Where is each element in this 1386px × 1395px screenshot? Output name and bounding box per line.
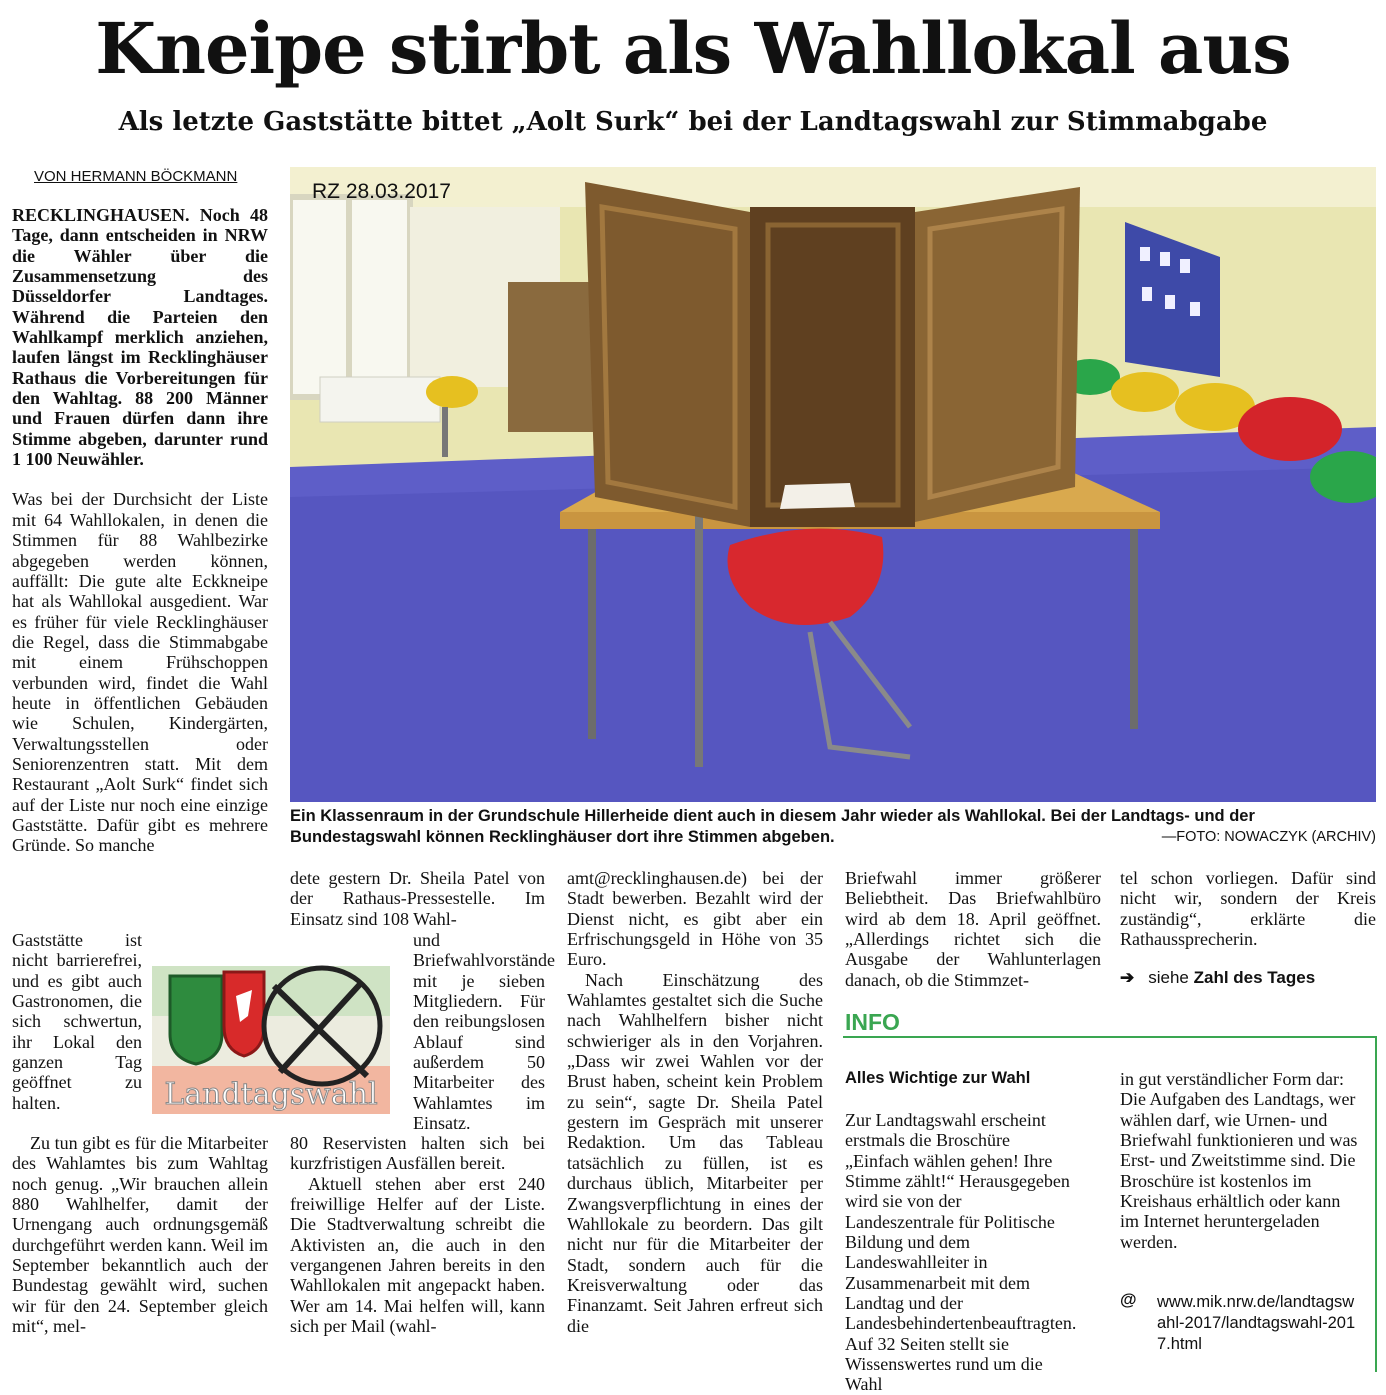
date-stamp: RZ 28.03.2017 (312, 180, 451, 203)
paragraph: und Briefwahlvorstände mit je sieben Mitgliedern. Für den reibungslosen Ablauf sind außerdem 50 Mitarbeiter des Wahlamtes im Einsatz. (413, 930, 555, 1134)
info-title: INFO (845, 1009, 900, 1035)
info-subtitle: Alles Wichtige zur Wahl (845, 1069, 1031, 1087)
subheadline: Als letzte Gaststätte bittet „Aolt Surk“ bei der Landtagswahl zur Stimmabgabe (118, 107, 1268, 137)
column-1-narrow (12, 930, 142, 1113)
logo-label: Landtagswahl (164, 1077, 378, 1112)
column-2-bottom (290, 1133, 545, 1336)
column-3 (567, 868, 823, 1336)
paragraph: dete gestern Dr. Sheila Patel von der Rathaus-Pressestelle. Im Einsatz sind 108 Wahl- (290, 868, 545, 929)
info-border (1375, 1036, 1377, 1372)
landtagswahl-logo (152, 946, 390, 1114)
photo-polling-booth (290, 167, 1376, 802)
column-1-top (12, 205, 268, 856)
paragraph: 80 Reservisten halten sich bei kurzfristigen Ausfällen bereit. (290, 1133, 545, 1174)
paragraph: Gaststätte ist nicht barrierefrei, und es gibt auch Gastronomen, die sich schwertun, ihr Lokal den ganzen Tag geöffnet zu halten. (12, 930, 142, 1113)
paragraph: tel schon vorliegen. Dafür sind nicht wir, sondern der Kreis zuständig“, erklärte die Rathaussprecherin. (1120, 868, 1376, 950)
paragraph: Nach Einschätzung des Wahlamtes gestaltet sich die Suche nach Wahlhelfern bisher nicht schwieriger als in den Vorjahren. „Dass wir zwei Wahlen vor der Brust haben, scheint kein Problem zu sein“, sagte Dr. Sheila Patel gestern im Gespräch mit unserer Redaktion. Um das Tableau tatsächlich zu füllen, ist es durchaus üblich, Mitarbeiter per Zwangsverpflichtung in eines der Wahllokale zu beordern. Das gilt nicht nur für die Mitarbeiter der Stadt, sondern auch für die Kreisverwaltung oder das Finanzamt. Seit Jahren erfreut sich die (567, 969, 823, 1336)
photo-caption: Ein Klassenraum in der Grundschule Hillerheide dient auch in diesem Jahr wieder als Wahllokal. Bei der Landtags- und der Bundestagswahl können Recklinghäuser dort ihre Stimmen abgeben. (290, 807, 1255, 846)
headline: Kneipe stirbt als Wahllokal aus (95, 7, 1291, 90)
info-rule (843, 1010, 1375, 1038)
paragraph: in gut verständlicher Form dar: Die Aufgaben des Landtags, wer wählen darf, wie Urnen- und Briefwahl funktionieren und was Erst- und Zweitstimme sind. Die Broschüre ist kostenlos im Kreishaus erhältlich oder kann im Internet heruntergeladen werden. (1120, 1069, 1358, 1252)
info-column-1 (845, 1110, 1077, 1395)
paragraph: Aktuell stehen aber erst 240 freiwillige Helfer auf der Liste. Die Stadtverwaltung schreibt die Aktivisten an, die auch in den vergangenen Jahren bereits in den Wahllokalen mit angepackt haben. Wer am 14. Mai helfen will, kann sich per Mail (wahl- (290, 1173, 545, 1337)
paragraph: Was bei der Durchsicht der Liste mit 64 Wahllokalen, in denen die Stimmen für 88 Wahlbezirke abgegeben werden können, auffällt: Die gute alte Eckkneipe hat als Wahllokal ausgedient. War es früher für viele Recklinghäuser die Regel, dass die Stimmabgabe mit einem Frühschoppen verbunden wird, findet die Wahl heute in öffentlichen Gebäuden wie Schulen, Kindergärten, Verwaltungsstellen oder Seniorenzentren statt. Mit dem Restaurant „Aolt Surk“ findet sich auf der Liste nur noch eine einzige Gaststätte. Dafür gibt es mehrere Gründe. So manche (12, 489, 268, 856)
byline: VON HERMANN BÖCKMANN (34, 168, 238, 185)
see-also-target: Zahl des Tages (1193, 968, 1316, 987)
classroom-illustration (290, 167, 1376, 802)
column-5 (1120, 868, 1376, 949)
column-1-bottom (12, 1133, 268, 1336)
column-2-narrow (413, 930, 555, 1134)
paragraph: Zu tun gibt es für die Mitarbeiter des Wahlamtes bis zum Wahltag noch genug. „Wir brauchen allein 880 Wahlhelfer, damit der Urnengang auch ordnungsgemäß durchgeführt werden kann. Weil im September bekanntlich auch der Bundestag gewählt wird, suchen wir für den 24. September gleich mit“, mel- (12, 1133, 268, 1337)
info-link[interactable]: www.mik.nrw.de/landtagswahl-2017/landtagswahl-2017.html (1157, 1293, 1356, 1353)
see-also-prefix: siehe (1148, 968, 1189, 987)
paragraph: amt@recklinghausen.de) bei der Stadt bewerben. Bezahlt wird der Dienst nicht, es gibt aber ein Erfrischungsgeld in Höhe von 35 Euro. (567, 868, 823, 970)
column-2-top (290, 868, 545, 929)
lead-paragraph: RECKLINGHAUSEN. Noch 48 Tage, dann entscheiden in NRW die Wähler über die Zusammensetzung des Düsseldorfer Landtages. Während die Parteien den Wahlkampf merklich anziehen, laufen längst im Recklinghäuser Rathaus die Vorbereitungen für den Wahltag. 88 200 Männer und Frauen dürfen dann ihre Stimme abgeben, darunter rund 1 100 Neuwähler. (12, 205, 268, 470)
paragraph: Zur Landtagswahl erscheint erstmals die Broschüre „Einfach wählen gehen! Ihre Stimme zählt!“ Herausgegeben wird sie von der Landeszentrale für Politische Bildung und dem Landeswahlleiter in Zusammenarbeit mit dem Landtag und der Landesbehindertenbeauftragten. Auf 32 Seiten stellt sie Wissenswertes rund um die Wahl (845, 1110, 1077, 1395)
arrow-right-icon: ➔ (1120, 968, 1135, 987)
photo-credit: —FOTO: NOWACZYK (ARCHIV) (1161, 829, 1376, 845)
see-also (1120, 968, 1315, 988)
column-4 (845, 868, 1101, 990)
paragraph: Briefwahl immer größerer Beliebtheit. Das Briefwahlbüro wird ab dem 18. April geöffnet. „Allerdings richtet sich die Ausgabe der Wahlunterlagen danach, ob die Stimmzet- (845, 868, 1101, 990)
info-column-2 (1120, 1069, 1358, 1252)
at-icon: @ (1120, 1290, 1137, 1309)
